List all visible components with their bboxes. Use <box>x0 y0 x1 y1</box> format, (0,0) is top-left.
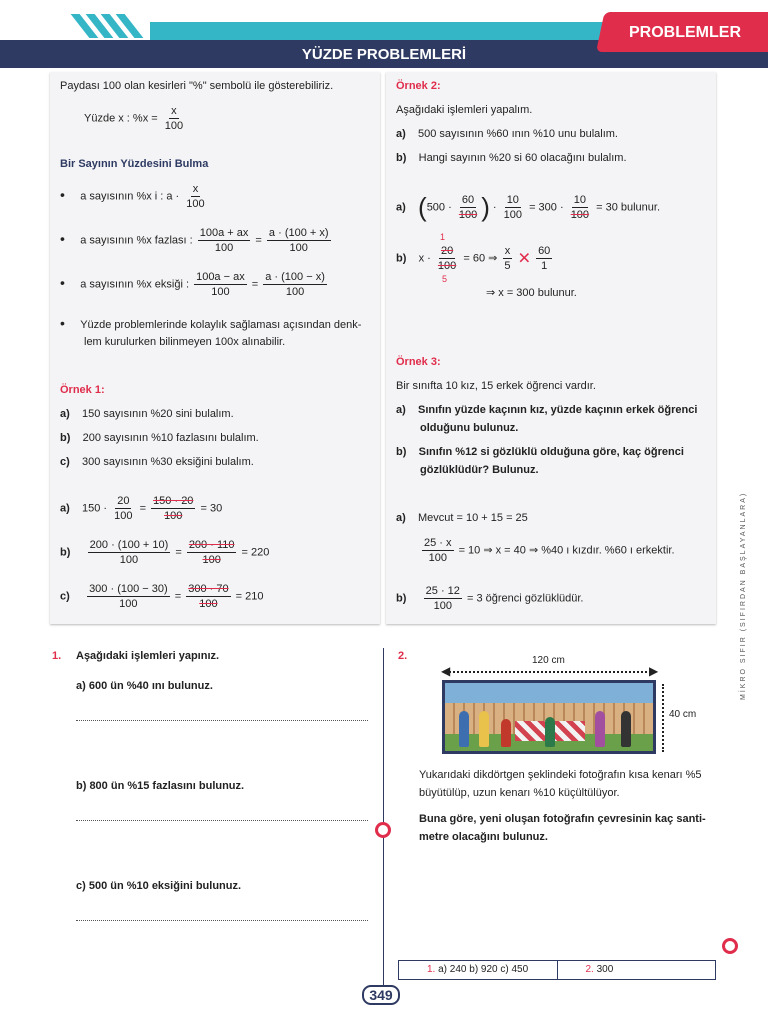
photo-person <box>621 711 631 747</box>
example-1-title: Örnek 1: <box>60 384 105 396</box>
question-2-ask: Buna göre, yeni oluşan fotoğrafın çevresinin kaç santi- <box>419 813 706 825</box>
section-tag-label: PROBLEMLER <box>629 24 741 41</box>
right-arrow-icon: ▶ <box>649 664 659 678</box>
solution-2-b: b) x · $\frac{20}{100}$ = 60 ⇒ $\frac{x}{5}$ ✕ $\frac{60}{1}$ <box>396 245 551 272</box>
solution-1-a: a) 150 · $\frac{20}{100}$ = $\frac{150 \cdot 20}{100}$ = 30 <box>60 495 223 522</box>
width-dimension-line <box>446 671 654 673</box>
answer-line-c[interactable] <box>76 920 368 921</box>
example-3-title: Örnek 3: <box>396 356 441 368</box>
answer-key <box>398 960 716 980</box>
example-3-a-cont: olduğunu bulunuz. <box>420 422 519 434</box>
cancel-bottom: 5 <box>442 274 448 284</box>
series-name: MİKRO SIFIR (SIFIRDAN BAŞLAYANLARA) <box>740 491 747 700</box>
solution-2-b-result: ⇒ x = 300 bulunur. <box>486 287 577 299</box>
section-heading: Bir Sayının Yüzdesini Bulma <box>60 158 209 170</box>
page-number: 349 <box>362 985 400 1005</box>
photo-height-label: 40 cm <box>669 709 697 720</box>
solution-3-a: a) Mevcut = 10 + 15 = 25 <box>396 512 528 524</box>
example-1-c: c) 300 sayısının %30 eksiğini bulalım. <box>60 456 254 468</box>
rule-decrease: • a sayısının %x eksiği : $\frac{100a - ax}{100}$ = $\frac{a \cdot (100 - x)}{100}$ <box>60 271 325 298</box>
photo-person <box>479 711 489 747</box>
height-dimension-line <box>662 684 664 752</box>
example-2-b: b) Hangi sayının %20 si 60 olacağını bulalım. <box>396 152 627 164</box>
solution-1-b: b) $\frac{200 \cdot (100 + 10)}{100}$ = $\frac{200 \cdot 110}{100}$ = 220 <box>60 539 270 566</box>
rule-percent: • a sayısının %x i : a · $\frac{x}{100}$ <box>60 183 205 210</box>
example-3-b: b) Sınıfın %12 si gözlüklü olduğuna göre, kaç öğrenci <box>396 446 684 458</box>
example-3-intro: Bir sınıfta 10 kız, 15 erkek öğrenci vardır. <box>396 380 596 392</box>
answer-key-1: 1. a) 240 b) 920 c) 450 <box>427 964 529 975</box>
solution-2-a: a) (500 · $\frac{60}{100}$ ) · $\frac{10}{100}$ = 300 · $\frac{10}{100}$ = 30 bulunur. <box>396 192 661 222</box>
photo-person <box>545 717 555 747</box>
family-photo <box>442 680 656 754</box>
solution-3-a-step: $\frac{25 \cdot x}{100}$ = 10 ⇒ x = 40 ⇒ %40 ı kızdır. %60 ı erkektir. <box>424 537 675 564</box>
answer-line-b[interactable] <box>76 820 368 821</box>
header-accent-bar <box>150 22 620 40</box>
page-title: YÜZDE PROBLEMLERİ <box>301 46 467 63</box>
definition: Yüzde x : %x = $\frac{x}{100}$ <box>84 105 184 132</box>
photo-person <box>595 711 605 747</box>
question-2-text: Yukarıdaki dikdörtgen şeklindeki fotoğrafın kısa kenarı %5 <box>419 769 702 781</box>
header-stripes <box>80 14 150 40</box>
question-2-ask-cont: metre olacağını bulunuz. <box>419 831 548 843</box>
example-2-a: a) 500 sayısının %60 ının %10 unu bulalım. <box>396 128 618 140</box>
question-1-title: Aşağıdaki işlemleri yapınız. <box>76 650 220 662</box>
photo-person <box>501 719 511 747</box>
example-1-a: a) 150 sayısının %20 sini bulalım. <box>60 408 234 420</box>
column-divider <box>383 648 384 988</box>
question-1-c: c) 500 ün %10 eksiğini bulunuz. <box>76 880 242 892</box>
rule-increase: • a sayısının %x fazlası : $\frac{100a + ax}{100}$ = $\frac{a \cdot (100 + x)}{100}$ <box>60 227 329 254</box>
photo-person <box>459 711 469 747</box>
answer-key-2: 2. 300 <box>557 961 716 979</box>
example-2-title: Örnek 2: <box>396 80 441 92</box>
publisher-logo-icon <box>722 938 738 954</box>
intro-text: Paydası 100 olan kesirleri "%" sembolü ile gösterebiliriz. <box>60 80 334 92</box>
examples-panel <box>386 72 716 624</box>
example-3-a: a) Sınıfın yüzde kaçının kız, yüzde kaçının erkek öğrenci <box>396 404 698 416</box>
solution-3-b: b) $\frac{25 \cdot 12}{100}$ = 3 öğrenci gözlüklüdür. <box>396 585 584 612</box>
theory-panel <box>50 72 380 624</box>
photo-width-label: 120 cm <box>532 655 565 666</box>
example-1-b: b) 200 sayısının %10 fazlasını bulalım. <box>60 432 259 444</box>
left-arrow-icon: ◀ <box>441 664 451 678</box>
question-1-a: a) 600 ün %40 ını bulunuz. <box>76 680 213 692</box>
answer-line-a[interactable] <box>76 720 368 721</box>
question-2-number: 2. <box>398 650 408 662</box>
rule-tip-cont: lem kurulurken bilinmeyen 100x alınabilir. <box>84 336 286 348</box>
example-3-b-cont: gözlüklüdür? Bulunuz. <box>420 464 539 476</box>
question-1-number: 1. <box>52 650 62 662</box>
question-2-text-cont: büyütülüp, uzun kenarı %10 küçültülüyor. <box>419 787 620 799</box>
cancel-top: 1 <box>440 232 446 242</box>
example-2-intro: Aşağıdaki işlemleri yapalım. <box>396 104 533 116</box>
question-1-b: b) 800 ün %15 fazlasını bulunuz. <box>76 780 245 792</box>
publisher-logo-icon <box>375 822 391 838</box>
solution-1-c: c) $\frac{300 \cdot (100 - 30)}{100}$ = $\frac{300 \cdot 70}{100}$ = 210 <box>60 583 264 610</box>
rule-tip: • Yüzde problemlerinde kolaylık sağlaması açısından denk- <box>60 315 362 331</box>
